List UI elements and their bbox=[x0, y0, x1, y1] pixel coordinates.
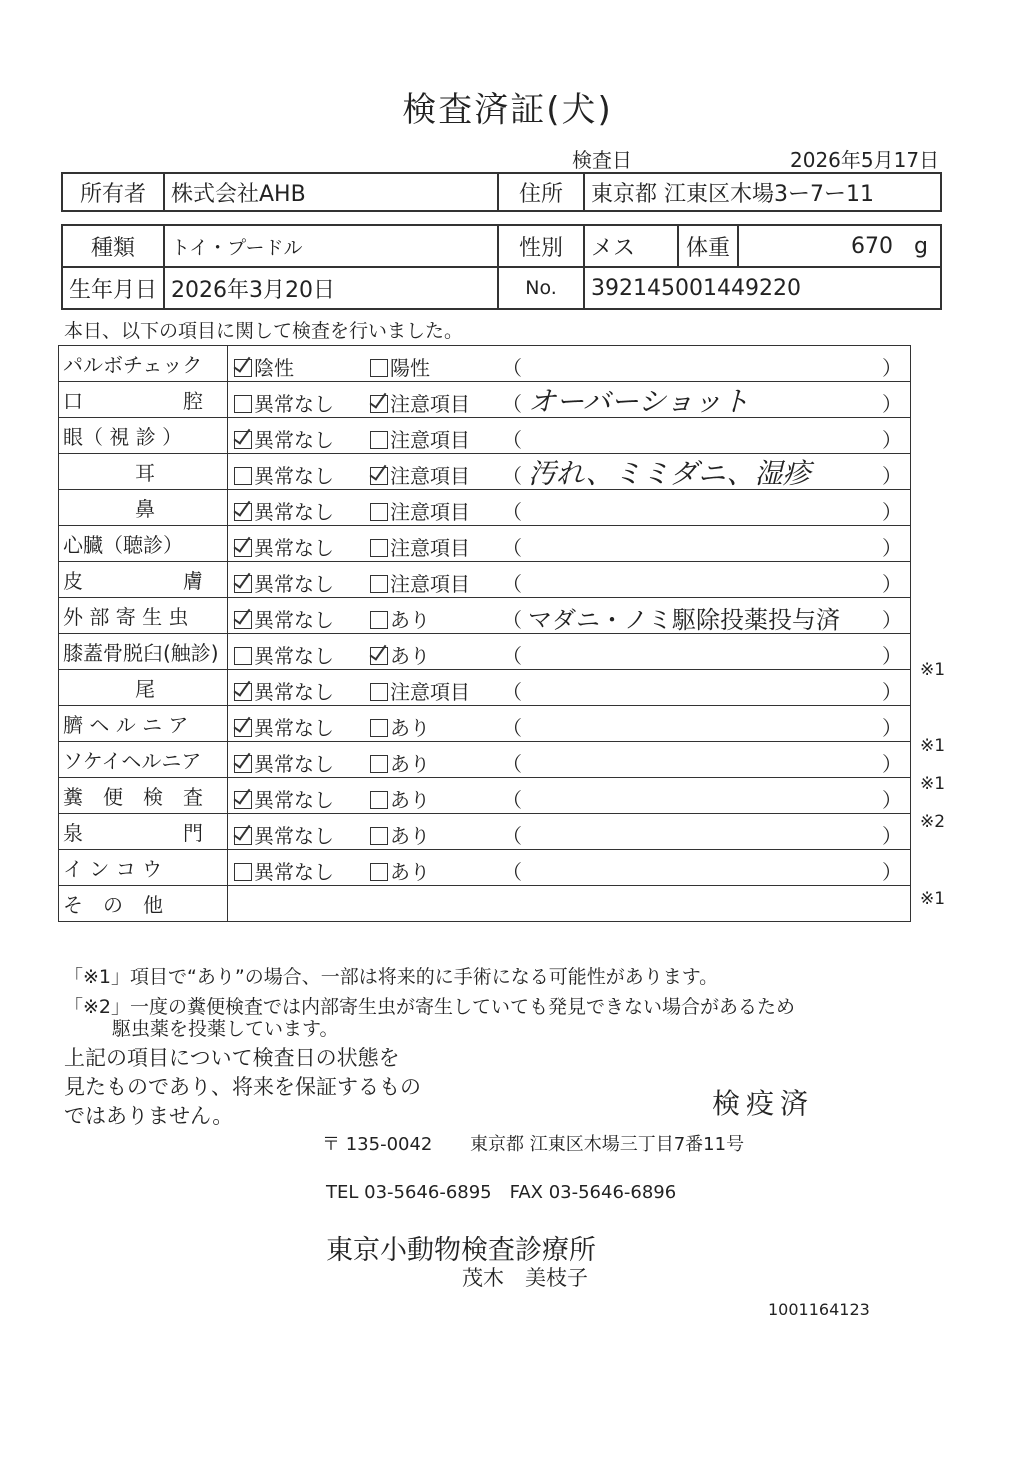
footnote-mark: ※1 bbox=[920, 736, 946, 756]
breed-label: 種類 bbox=[62, 225, 164, 267]
paren-close: ） bbox=[882, 536, 902, 560]
clinic-address: 東京都 江東区木場三丁目7番11号 bbox=[470, 1134, 745, 1155]
option-1-label: 異常なし bbox=[254, 860, 334, 884]
paren-close: ） bbox=[882, 752, 902, 776]
address-value: 東京都 江東区木場3ー7ー11 bbox=[584, 173, 941, 211]
option-1[interactable] bbox=[234, 460, 334, 489]
option-2-label: あり bbox=[390, 824, 430, 848]
paren-close: ） bbox=[882, 644, 902, 668]
checkbox-icon[interactable] bbox=[234, 503, 252, 521]
exam-detail: オーバーショット bbox=[528, 385, 750, 418]
exam-item-body bbox=[228, 634, 911, 670]
option-2[interactable] bbox=[370, 712, 430, 741]
checkbox-icon[interactable] bbox=[234, 611, 252, 629]
checkbox-icon[interactable] bbox=[370, 503, 388, 521]
paren-close: ） bbox=[882, 428, 902, 452]
footnote-mark: ※1 bbox=[920, 659, 946, 680]
owner-value: 株式会社AHB bbox=[164, 173, 498, 211]
option-1[interactable] bbox=[234, 352, 294, 381]
option-2-label: 注意項目 bbox=[390, 428, 470, 452]
option-2-label: あり bbox=[390, 788, 430, 812]
option-2[interactable] bbox=[370, 676, 470, 705]
postal-code: 〒 135-0042 bbox=[322, 1134, 433, 1155]
exam-item-body bbox=[228, 814, 911, 850]
option-2[interactable] bbox=[370, 496, 470, 525]
weight-value: 670 bbox=[851, 233, 894, 259]
exam-item-body bbox=[228, 598, 911, 634]
exam-item-name: 泉 門 bbox=[59, 814, 228, 850]
option-1[interactable] bbox=[234, 388, 334, 417]
exam-row bbox=[59, 454, 911, 490]
option-1-label: 異常なし bbox=[254, 392, 334, 416]
paren-close: ） bbox=[882, 392, 902, 416]
checkbox-icon[interactable] bbox=[370, 719, 388, 737]
exam-item-name: 臍 ヘ ル ニ ア bbox=[59, 706, 228, 742]
option-2[interactable] bbox=[370, 748, 430, 777]
checkbox-icon[interactable] bbox=[370, 575, 388, 593]
other-label: そ の 他 bbox=[59, 886, 228, 922]
option-2[interactable] bbox=[370, 640, 430, 669]
exam-detail: マダニ・ノミ駆除投薬投与済 bbox=[528, 606, 840, 634]
paren-open: （ bbox=[502, 752, 522, 776]
option-2-label: 陽性 bbox=[390, 356, 430, 380]
pet-info-table bbox=[61, 224, 942, 310]
owner-label: 所有者 bbox=[62, 173, 164, 211]
other-value[interactable] bbox=[228, 886, 911, 922]
option-1-label: 異常なし bbox=[254, 824, 334, 848]
tel-fax: TEL 03-5646-6895 FAX 03-5646-6896 bbox=[326, 1182, 677, 1203]
exam-item-body bbox=[228, 850, 911, 886]
no-label: No. bbox=[498, 267, 584, 309]
paren-close: ） bbox=[882, 788, 902, 812]
exam-item-name: 尾 bbox=[59, 670, 228, 706]
exam-item-body bbox=[228, 562, 911, 598]
footnote-mark: ※1 bbox=[920, 888, 946, 909]
footnote-1: 「※1」項目で“あり”の場合、一部は将来的に手術になる可能性があります。 bbox=[64, 966, 719, 988]
inspection-date: 2026年5月17日 bbox=[790, 148, 940, 172]
checkbox-icon[interactable] bbox=[234, 791, 252, 809]
checkbox-icon[interactable] bbox=[370, 863, 388, 881]
weight-label: 体重 bbox=[678, 225, 738, 267]
paren-open: （ bbox=[502, 428, 522, 452]
paren-open: （ bbox=[502, 500, 522, 524]
paren-close: ） bbox=[882, 572, 902, 596]
option-2-label: 注意項目 bbox=[390, 500, 470, 524]
exam-row bbox=[59, 634, 911, 670]
checkbox-icon[interactable] bbox=[234, 755, 252, 773]
option-1[interactable] bbox=[234, 676, 334, 705]
option-2-label: 注意項目 bbox=[390, 680, 470, 704]
paren-open: （ bbox=[502, 788, 522, 812]
option-1-label: 異常なし bbox=[254, 716, 334, 740]
paren-close: ） bbox=[882, 464, 902, 488]
option-2[interactable] bbox=[370, 568, 470, 597]
option-1-label: 陰性 bbox=[254, 356, 294, 380]
checkbox-icon[interactable] bbox=[234, 719, 252, 737]
option-1[interactable] bbox=[234, 532, 334, 561]
option-2-label: あり bbox=[390, 608, 430, 632]
checkbox-icon[interactable] bbox=[234, 827, 252, 845]
checkbox-icon[interactable] bbox=[370, 611, 388, 629]
checkbox-icon[interactable] bbox=[370, 683, 388, 701]
disclaimer-line2: 見たものであり、将来を保証するもの bbox=[64, 1075, 421, 1099]
disclaimer-line3: ではありません。 bbox=[64, 1104, 234, 1128]
paren-open: （ bbox=[502, 644, 522, 668]
option-2[interactable] bbox=[370, 388, 470, 417]
option-2-label: あり bbox=[390, 752, 430, 776]
checkbox-icon[interactable] bbox=[234, 539, 252, 557]
sex-value: メス bbox=[584, 225, 678, 267]
footnote-mark: ※2 bbox=[920, 812, 946, 833]
exam-row bbox=[59, 814, 911, 850]
checkbox-icon[interactable] bbox=[234, 647, 252, 665]
option-2[interactable] bbox=[370, 856, 430, 885]
exam-item-name: パルボチェック bbox=[59, 346, 228, 382]
option-1-label: 異常なし bbox=[254, 752, 334, 776]
option-1-label: 異常なし bbox=[254, 500, 334, 524]
option-1[interactable] bbox=[234, 568, 334, 597]
option-1[interactable] bbox=[234, 712, 334, 741]
exam-item-body bbox=[228, 706, 911, 742]
vet-name: 茂木 美枝子 bbox=[462, 1266, 588, 1290]
exam-item-name: 皮 膚 bbox=[59, 562, 228, 598]
paren-open: （ bbox=[502, 860, 522, 884]
exam-row bbox=[59, 850, 911, 886]
paren-open: （ bbox=[502, 608, 522, 632]
paren-close: ） bbox=[882, 860, 902, 884]
disclaimer-line1: 上記の項目について検査日の状態を bbox=[64, 1046, 400, 1070]
exam-item-body bbox=[228, 526, 911, 562]
option-1-label: 異常なし bbox=[254, 428, 334, 452]
exam-item-name: 耳 bbox=[59, 454, 228, 490]
exam-item-name: 心臓（聴診） bbox=[59, 526, 228, 562]
exam-item-body bbox=[228, 670, 911, 706]
checkbox-icon[interactable] bbox=[234, 395, 252, 413]
page-title: 検査済証(犬) bbox=[402, 90, 613, 130]
paren-close: ） bbox=[882, 716, 902, 740]
option-2[interactable] bbox=[370, 424, 470, 453]
footnote-2-line2: 駆虫薬を投薬しています。 bbox=[112, 1018, 339, 1040]
checkbox-icon[interactable] bbox=[234, 359, 252, 377]
checkbox-icon[interactable] bbox=[370, 827, 388, 845]
breed-value: トイ・プードル bbox=[164, 225, 498, 267]
option-1-label: 異常なし bbox=[254, 608, 334, 632]
checkbox-icon[interactable] bbox=[234, 431, 252, 449]
paren-open: （ bbox=[502, 356, 522, 380]
option-2-label: 注意項目 bbox=[390, 392, 470, 416]
serial-number: 1001164123 bbox=[768, 1300, 870, 1319]
paren-close: ） bbox=[882, 608, 902, 632]
option-1[interactable] bbox=[234, 604, 334, 633]
checkbox-icon[interactable] bbox=[370, 467, 388, 485]
exam-item-name: ソケイヘルニア bbox=[59, 742, 228, 778]
exam-item-name: 膝蓋骨脱臼(触診) bbox=[59, 634, 228, 670]
exam-item-name: 眼（ 視 診 ） bbox=[59, 418, 228, 454]
exam-detail: 汚れ、ミミダニ、湿疹 bbox=[528, 457, 811, 490]
paren-open: （ bbox=[502, 824, 522, 848]
option-1-label: 異常なし bbox=[254, 644, 334, 668]
exam-row bbox=[59, 598, 911, 634]
intro-text: 本日、以下の項目に関して検査を行いました。 bbox=[64, 320, 464, 342]
option-2[interactable] bbox=[370, 532, 470, 561]
option-1[interactable] bbox=[234, 640, 334, 669]
paren-open: （ bbox=[502, 392, 522, 416]
checkbox-icon[interactable] bbox=[234, 575, 252, 593]
exam-item-body bbox=[228, 778, 911, 814]
option-2-label: あり bbox=[390, 716, 430, 740]
exam-row bbox=[59, 778, 911, 814]
option-1[interactable] bbox=[234, 856, 334, 885]
paren-close: ） bbox=[882, 356, 902, 380]
checkbox-icon[interactable] bbox=[234, 683, 252, 701]
checkbox-icon[interactable] bbox=[370, 647, 388, 665]
no-value: 392145001449220 bbox=[584, 267, 941, 309]
exam-row-other bbox=[59, 886, 911, 922]
option-1-label: 異常なし bbox=[254, 536, 334, 560]
footnote-2-line1: 「※2」一度の糞便検査では内部寄生虫が寄生していても発見できない場合があるため bbox=[64, 996, 796, 1018]
option-2[interactable] bbox=[370, 784, 430, 813]
exam-table bbox=[58, 345, 911, 922]
paren-close: ） bbox=[882, 680, 902, 704]
paren-close: ） bbox=[882, 500, 902, 524]
option-2-label: あり bbox=[390, 644, 430, 668]
exam-item-body bbox=[228, 490, 911, 526]
paren-open: （ bbox=[502, 716, 522, 740]
weight-cell bbox=[738, 225, 941, 267]
exam-row bbox=[59, 382, 911, 418]
option-2[interactable] bbox=[370, 604, 430, 633]
exam-row bbox=[59, 346, 911, 382]
exam-row bbox=[59, 526, 911, 562]
exam-item-name: 外 部 寄 生 虫 bbox=[59, 598, 228, 634]
option-2[interactable] bbox=[370, 820, 430, 849]
option-1-label: 異常なし bbox=[254, 464, 334, 488]
checkbox-icon[interactable] bbox=[370, 539, 388, 557]
paren-open: （ bbox=[502, 572, 522, 596]
option-1[interactable] bbox=[234, 424, 334, 453]
exam-row bbox=[59, 418, 911, 454]
disclaimer bbox=[64, 1044, 421, 1131]
checkbox-icon[interactable] bbox=[370, 395, 388, 413]
exam-item-body bbox=[228, 742, 911, 778]
option-1[interactable] bbox=[234, 784, 334, 813]
address-label: 住所 bbox=[498, 173, 584, 211]
option-1[interactable] bbox=[234, 748, 334, 777]
option-1[interactable] bbox=[234, 820, 334, 849]
exam-item-body bbox=[228, 454, 911, 490]
paren-open: （ bbox=[502, 536, 522, 560]
exam-item-body bbox=[228, 418, 911, 454]
exam-item-body bbox=[228, 382, 911, 418]
exam-row bbox=[59, 490, 911, 526]
option-2[interactable] bbox=[370, 352, 430, 381]
checkbox-icon[interactable] bbox=[370, 359, 388, 377]
birth-value: 2026年3月20日 bbox=[164, 267, 498, 309]
checkbox-icon[interactable] bbox=[370, 431, 388, 449]
exam-item-name: 鼻 bbox=[59, 490, 228, 526]
checkbox-icon[interactable] bbox=[370, 755, 388, 773]
option-1[interactable] bbox=[234, 496, 334, 525]
exam-row bbox=[59, 706, 911, 742]
birth-label: 生年月日 bbox=[62, 267, 164, 309]
owner-table bbox=[61, 172, 942, 212]
option-2-label: 注意項目 bbox=[390, 464, 470, 488]
weight-unit: g bbox=[914, 233, 928, 259]
option-1-label: 異常なし bbox=[254, 788, 334, 812]
paren-open: （ bbox=[502, 680, 522, 704]
footnote-mark: ※1 bbox=[920, 774, 946, 795]
sex-label: 性別 bbox=[498, 225, 584, 267]
paren-close: ） bbox=[882, 824, 902, 848]
clinic-name: 東京小動物検査診療所 bbox=[326, 1235, 596, 1266]
option-2-label: 注意項目 bbox=[390, 572, 470, 596]
checkbox-icon[interactable] bbox=[234, 863, 252, 881]
exam-item-name: イ ン コ ウ bbox=[59, 850, 228, 886]
paren-open: （ bbox=[502, 464, 522, 488]
option-1-label: 異常なし bbox=[254, 572, 334, 596]
quarantine-stamp: 検疫済 bbox=[712, 1087, 815, 1120]
inspection-date-label: 検査日 bbox=[572, 148, 632, 172]
exam-item-body bbox=[228, 346, 911, 382]
exam-item-name: 糞 便 検 査 bbox=[59, 778, 228, 814]
exam-row bbox=[59, 742, 911, 778]
option-2[interactable] bbox=[370, 460, 470, 489]
option-2-label: あり bbox=[390, 860, 430, 884]
checkbox-icon[interactable] bbox=[370, 791, 388, 809]
exam-row bbox=[59, 670, 911, 706]
option-1-label: 異常なし bbox=[254, 680, 334, 704]
checkbox-icon[interactable] bbox=[234, 467, 252, 485]
exam-item-name: 口 腔 bbox=[59, 382, 228, 418]
option-2-label: 注意項目 bbox=[390, 536, 470, 560]
exam-row bbox=[59, 562, 911, 598]
